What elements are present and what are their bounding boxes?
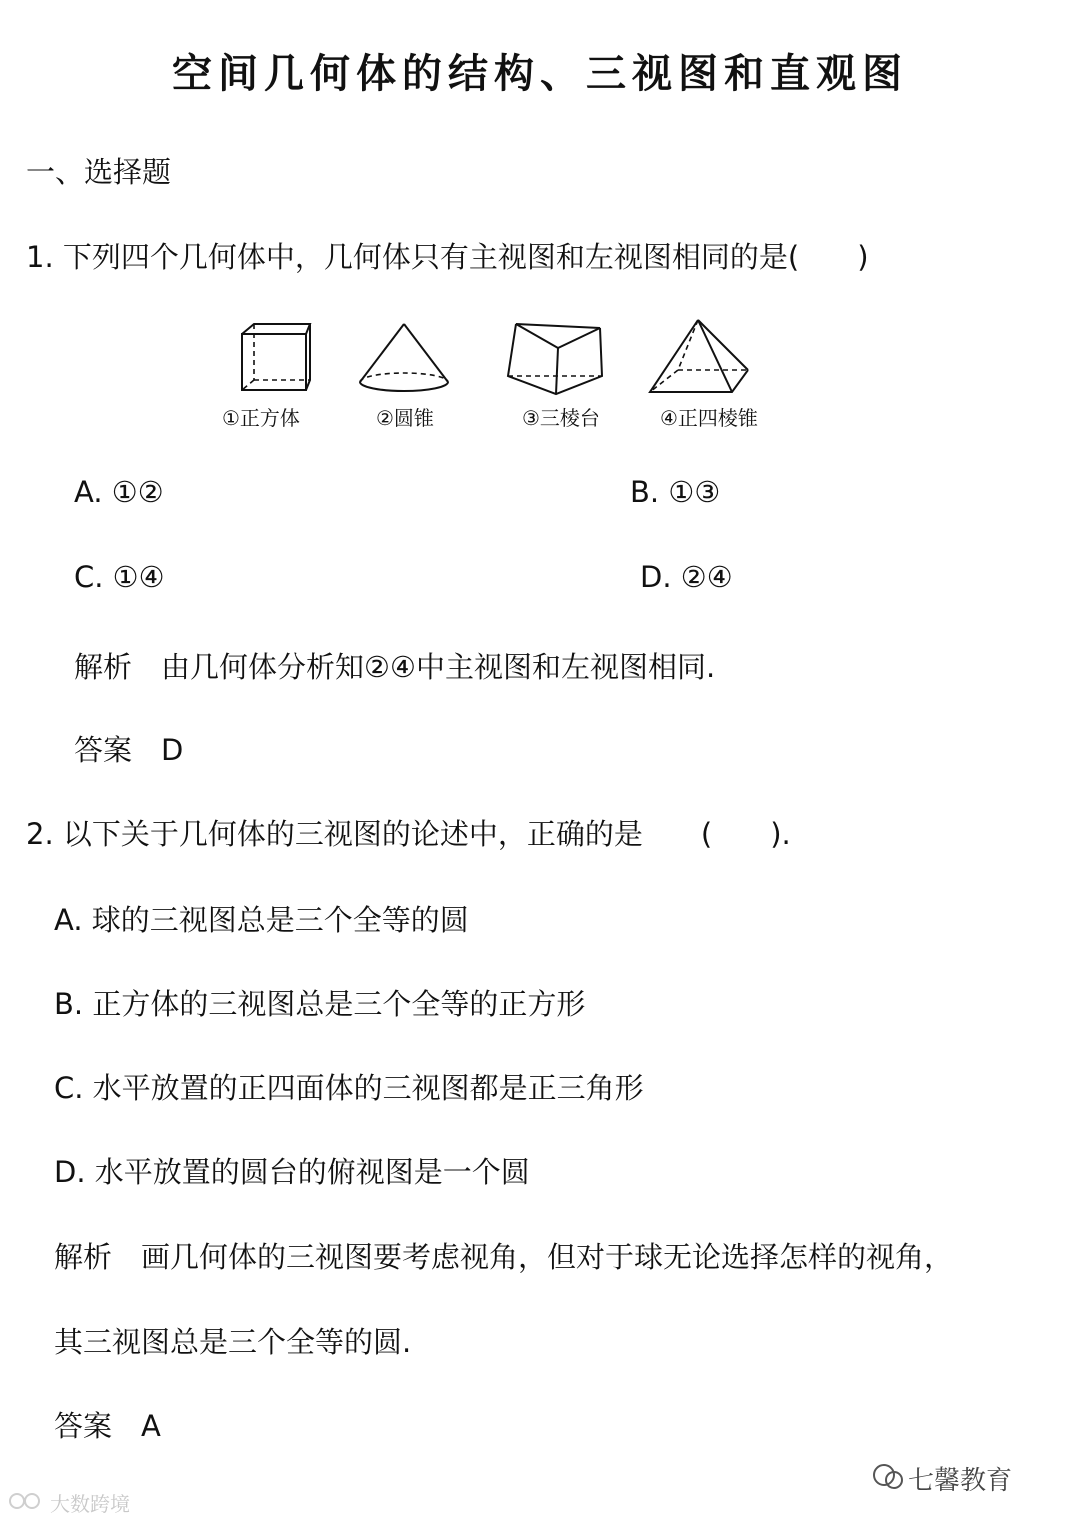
q2-analysis-line1: 解析 画几何体的三视图要考虑视角，但对于球无论选择怎样的视角， [54,1240,954,1274]
watermark-logo-icon [8,1490,48,1512]
figure-label-pyramid: ④正四棱锥 [660,406,758,430]
pyramid-figure [644,316,754,398]
q1-option-d: D. ②④ [640,560,733,594]
figure-label-cone: ②圆锥 [376,406,434,430]
page-title: 空间几何体的结构、三视图和直观图 [172,50,908,97]
q2-stem: 2. 以下关于几何体的三视图的论述中，正确的是 ( ). [26,817,791,851]
q2-analysis-line2: 其三视图总是三个全等的圆. [54,1325,412,1359]
q1-option-a: A. ①② [74,475,164,509]
q1-analysis: 解析 由几何体分析知②④中主视图和左视图相同. [74,650,716,684]
figure-label-cube: ①正方体 [222,406,300,430]
q2-option-a: A. 球的三视图总是三个全等的圆 [54,903,469,937]
frustum-figure [500,318,610,398]
q1-answer: 答案 D [74,733,184,767]
q1-option-c: C. ①④ [74,560,165,594]
q2-option-c: C. 水平放置的正四面体的三视图都是正三角形 [54,1071,644,1105]
q2-option-b: B. 正方体的三视图总是三个全等的正方形 [54,987,586,1021]
cube-figure [228,318,318,398]
watermark-right: 七馨教育 [908,1466,1013,1496]
figure-label-frustum: ③三棱台 [522,406,600,430]
q1-option-b: B. ①③ [630,475,721,509]
q2-option-d: D. 水平放置的圆台的俯视图是一个圆 [54,1155,530,1189]
q2-answer: 答案 A [54,1409,161,1443]
q1-stem: 1. 下列四个几何体中，几何体只有主视图和左视图相同的是( ) [26,240,869,274]
wechat-icon [870,1462,906,1492]
cone-figure [354,318,454,398]
watermark-left: 大数跨境 [50,1492,130,1516]
section-heading: 一、选择题 [26,155,172,189]
